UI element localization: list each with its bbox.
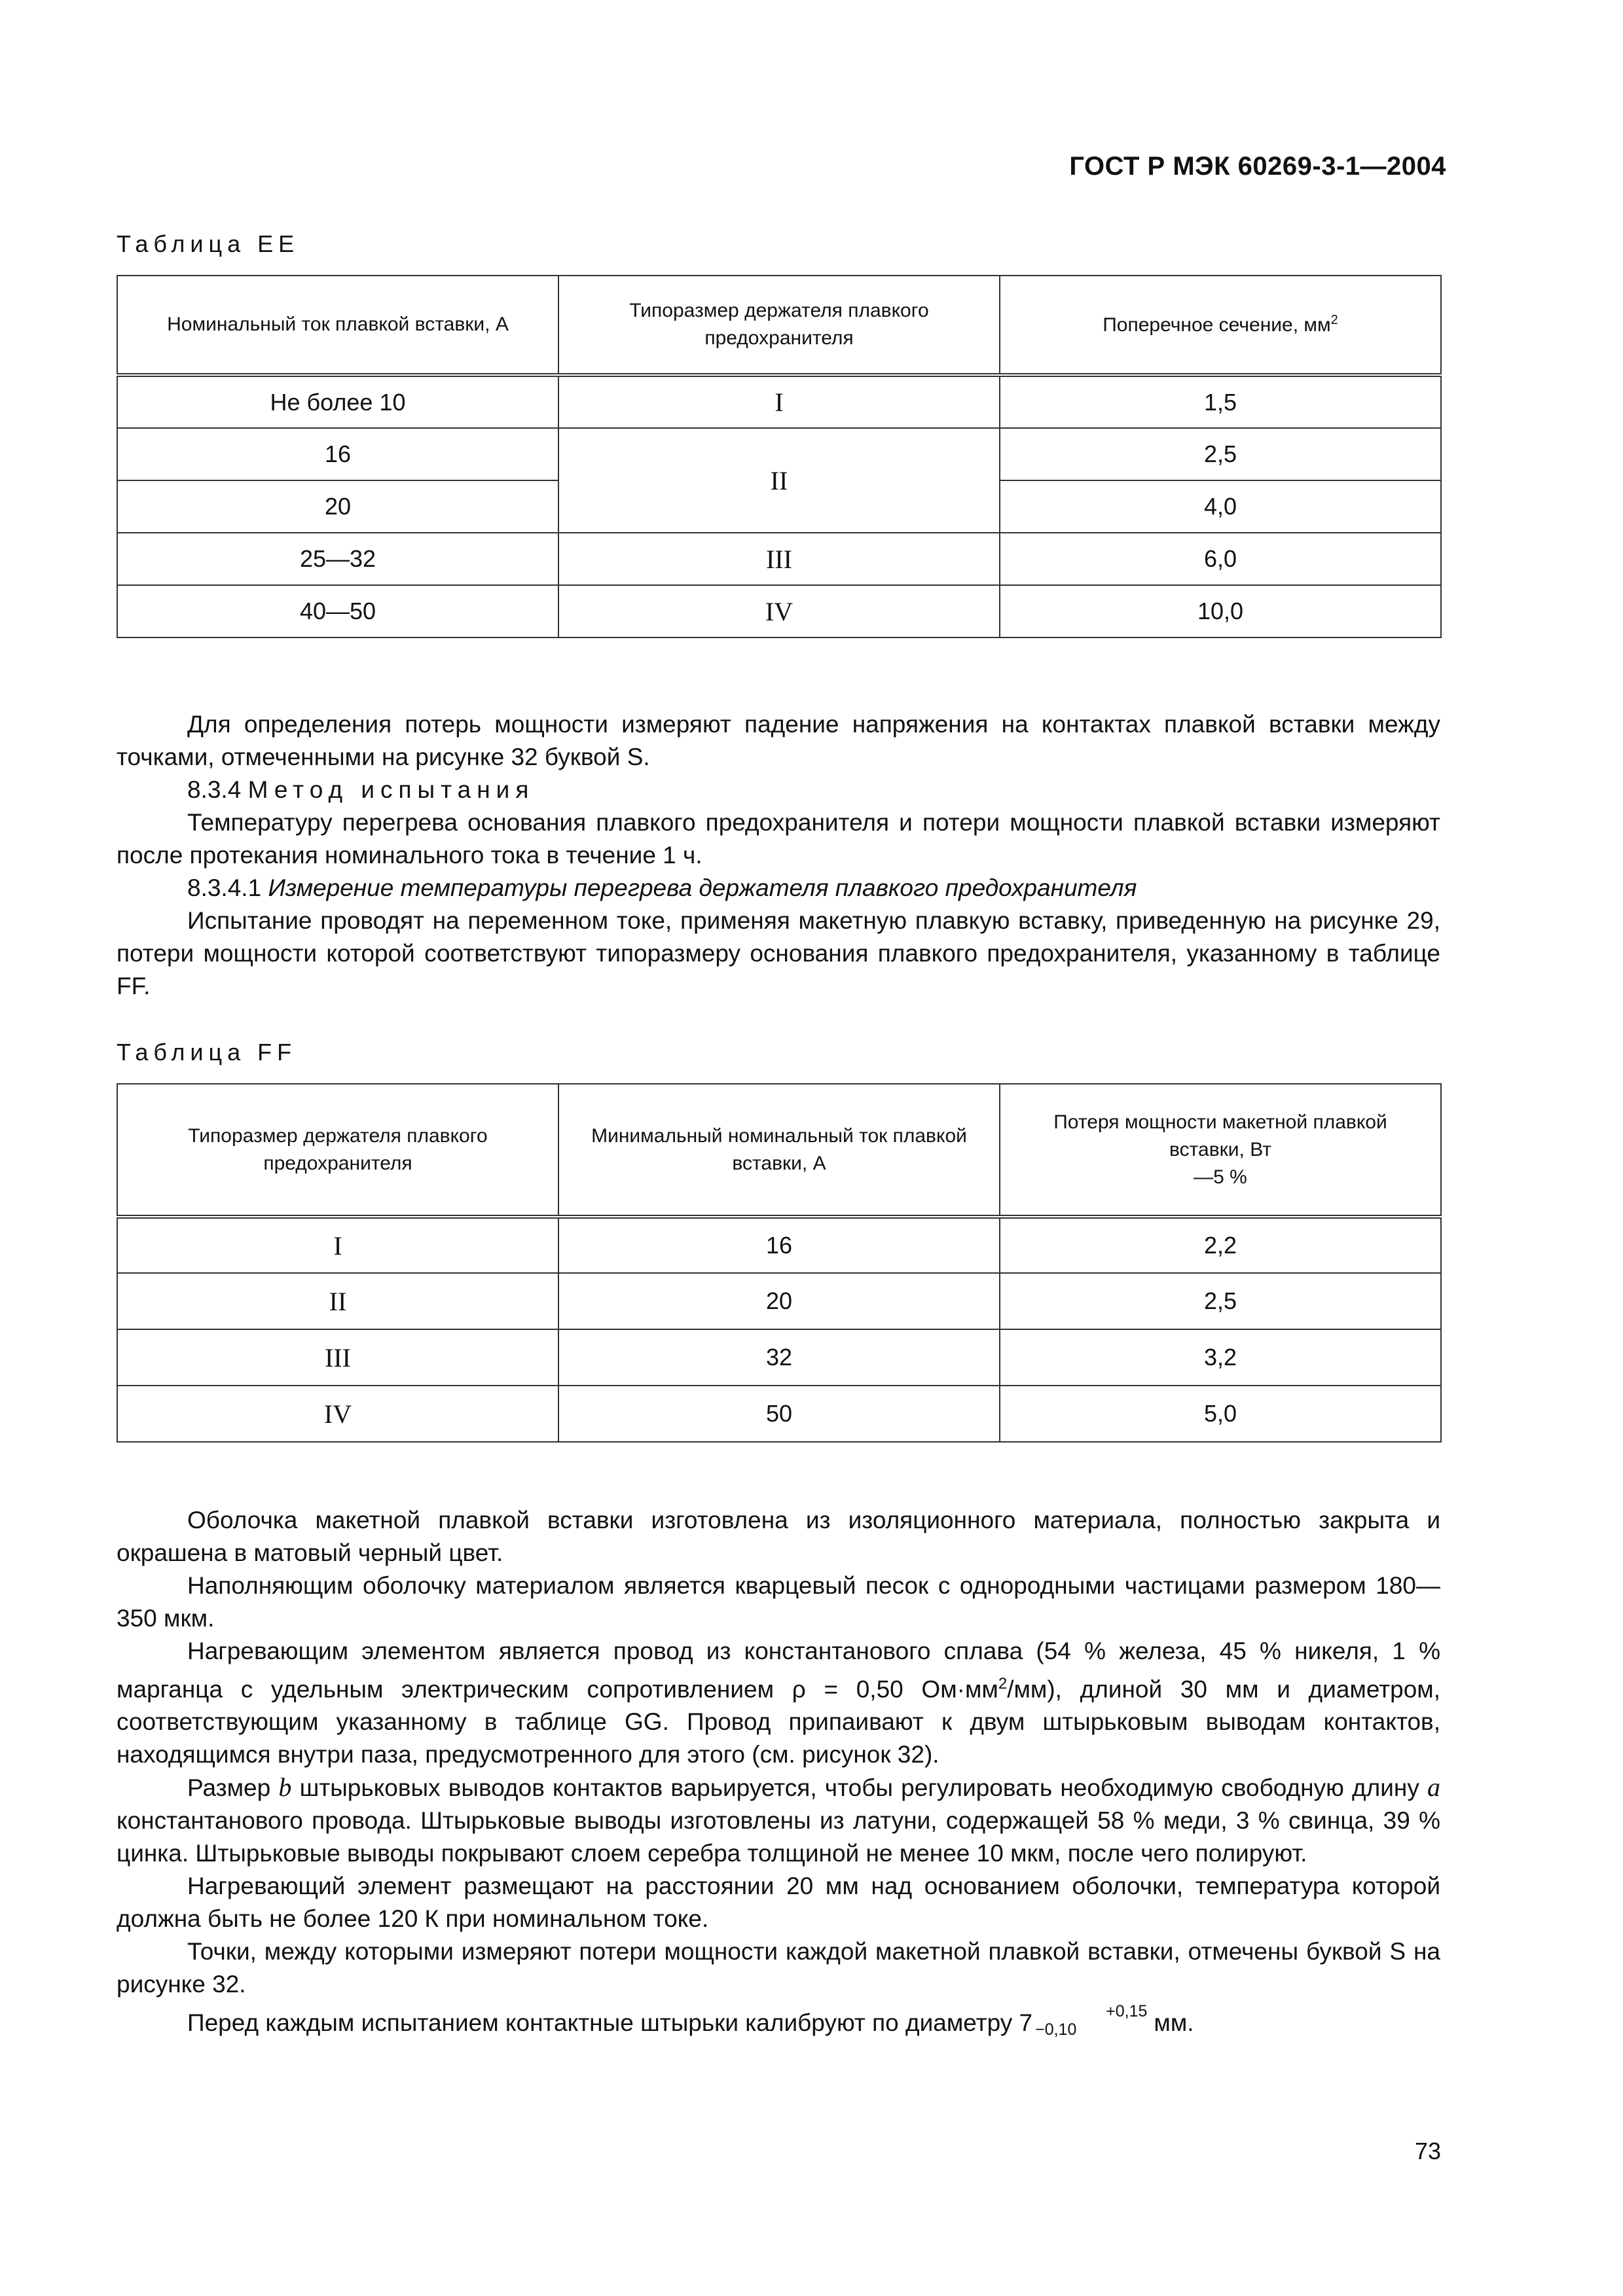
table-cell: 32 [558, 1329, 1000, 1386]
paragraph: Температуру перегрева основания плавкого предохранителя и потери мощности плавкой вставки измеряют после протекания номинального тока в течение 1 ч. [117, 809, 1440, 869]
page-number: 73 [1414, 2138, 1441, 2164]
table-ff-header-size: Типоразмер держателя плавкого предохранителя [117, 1084, 558, 1217]
table-ff-caption: Таблица FF [117, 1039, 297, 1066]
table-cell: 2,5 [1000, 428, 1441, 480]
table-cell: 16 [558, 1217, 1000, 1273]
table-cell: II [558, 428, 1000, 533]
table-cell: 16 [117, 428, 558, 480]
table-row [117, 1386, 1441, 1442]
table-row [117, 375, 1441, 428]
table-row [117, 1273, 1441, 1329]
table-cell: 20 [558, 1273, 1000, 1329]
paragraph: Испытание проводят на переменном токе, применяя макетную плавкую вставку, приведенную на рисунке 29, потери мощности которой соответствуют типоразмеру основания плавкого предохранителя, указанному в таблице FF. [117, 907, 1440, 999]
table-cell: 40—50 [117, 585, 558, 637]
paragraph: Перед каждым испытанием контактные штырьки калибруют по диаметру 7 +0,15 −0,10 мм. [187, 2002, 1194, 2039]
table-cell: 20 [117, 480, 558, 533]
table-ee-header-size: Типоразмер держателя плавкого предохранителя [558, 276, 1000, 375]
table-row [117, 585, 1441, 637]
table-row [117, 533, 1441, 585]
table-ee-header-section: Поперечное сечение, $мм^2$ [1000, 276, 1441, 375]
table-cell: 1,5 [1000, 375, 1441, 428]
table-row [117, 1329, 1441, 1386]
table-cell: II [117, 1273, 558, 1329]
table-cell: 50 [558, 1386, 1000, 1442]
table-cell: III [117, 1329, 558, 1386]
section-heading-8-3-4-1: 8.3.4.1 Измерение температуры перегрева держателя плавкого предохранителя [187, 874, 1137, 901]
table-cell: I [558, 375, 1000, 428]
text-section-method [117, 708, 1440, 1003]
table-ff [117, 1083, 1442, 1443]
table-cell: I [117, 1217, 558, 1273]
table-cell: IV [558, 585, 1000, 637]
table-cell: IV [117, 1386, 558, 1442]
paragraph: Оболочка макетной плавкой вставки изготовлена из изоляционного материала, полностью закрыта и окрашена в матовый черный цвет. [117, 1507, 1440, 1566]
paragraph: Для определения потерь мощности измеряют падение напряжения на контактах плавкой вставки между точками, отмеченными на рисунке 32 буквой S. [117, 711, 1440, 770]
paragraph: Размер b штырьковых выводов контактов варьируется, чтобы регулировать необходимую свободную длину a константанового провода. Штырьковые выводы изготовлены из латуни, содержащей 58 % меди, 3 % свинца, 39 % цинка. Штырьковые выводы покрывают слоем серебра толщиной не менее 10 мкм, после чего полируют. [117, 1772, 1441, 1867]
table-cell: 25—32 [117, 533, 558, 585]
table-cell: 4,0 [1000, 480, 1441, 533]
table-cell: 5,0 [1000, 1386, 1441, 1442]
section-heading-8-3-4: 8.3.4 Метод испытания [187, 776, 535, 803]
table-row [117, 1217, 1441, 1273]
table-cell: Не более 10 [117, 375, 558, 428]
paragraph: Нагревающим элементом является провод из константанового сплава (54 % железа, 45 % никеля, 1 % марганца с удельным электрическим сопротивлением ρ = 0,50 $Ом\cdot мм^2/мм$), длиной 30 мм и диаметром, соответствующим указанному в таблице GG. Провод припаивают к двум штырьковым выводам контактов, находящимся внутри паза, предусмотренного для этого (см. рисунок 32). [117, 1638, 1440, 1768]
table-cell: 2,2 [1000, 1217, 1441, 1273]
tolerance: +0,15 −0,10 [1035, 2002, 1148, 2039]
paragraph: Нагревающий элемент размещают на расстоянии 20 мм над основанием оболочки, температура которой должна быть не более 120 К при номинальном токе. [117, 1873, 1440, 1933]
paragraph: Точки, между которыми измеряют потери мощности каждой макетной плавкой вставки, отмечены буквой S на рисунке 32. [117, 1938, 1440, 1998]
table-cell: 3,2 [1000, 1329, 1441, 1386]
table-ee-caption: Таблица ЕЕ [117, 230, 300, 257]
table-cell: 10,0 [1000, 585, 1441, 637]
text-section-dummy-fuse [117, 1504, 1440, 2043]
table-ee [117, 275, 1442, 638]
table-cell: III [558, 533, 1000, 585]
table-row [117, 428, 1441, 480]
document-header: ГОСТ Р МЭК 60269-3-1—2004 [1069, 152, 1446, 181]
table-ff-header-loss: Потеря мощности макетной плавкой вставки, Вт —5 % [1000, 1084, 1441, 1217]
table-ff-header-current: Минимальный номинальный ток плавкой вставки, А [558, 1084, 1000, 1217]
table-ee-header-current: Номинальный ток плавкой вставки, А [117, 276, 558, 375]
table-cell: 6,0 [1000, 533, 1441, 585]
paragraph: Наполняющим оболочку материалом является кварцевый песок с однородными частицами размером 180—350 мкм. [117, 1572, 1440, 1632]
table-cell: 2,5 [1000, 1273, 1441, 1329]
